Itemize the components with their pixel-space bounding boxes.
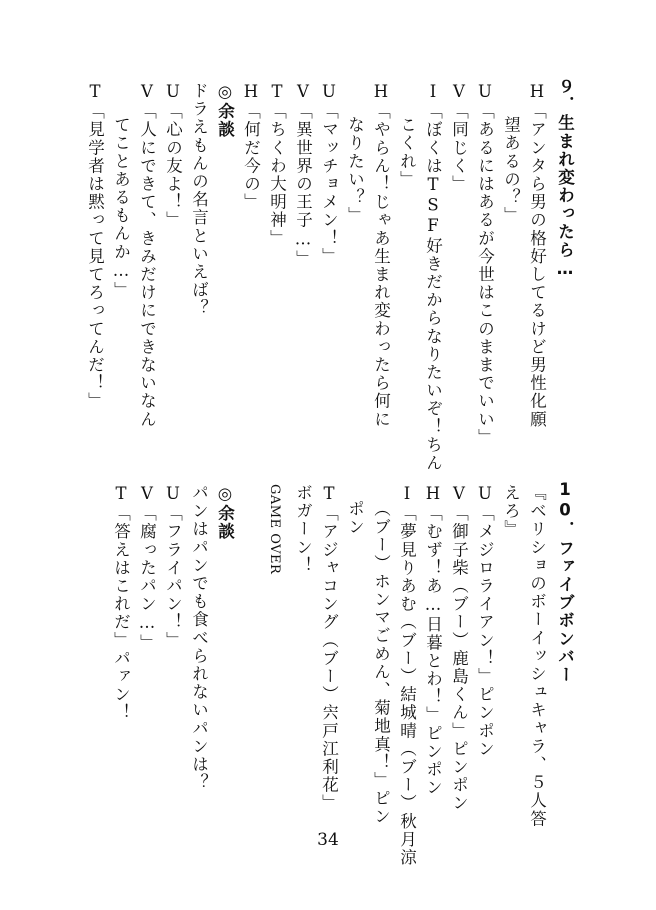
dialogue-line xyxy=(450,484,467,812)
section-heading: 10．ファイブボンバー xyxy=(555,480,575,685)
dialogue-line xyxy=(268,484,281,574)
line-text: 「心の友よ！」 xyxy=(163,102,183,230)
aside-line xyxy=(190,484,207,792)
line-text: 「フライパン！」 xyxy=(163,504,183,650)
line-text: 「何だ今の」 xyxy=(241,102,261,212)
speaker-label: T xyxy=(267,82,287,103)
dialogue-line xyxy=(502,98,519,225)
line-text: なりたい？」 xyxy=(345,98,365,225)
dialogue-line xyxy=(398,98,415,189)
speaker-label: U xyxy=(475,82,495,103)
speaker-label: H xyxy=(371,82,391,103)
dialogue-line xyxy=(372,500,389,826)
line-text: 「マッチョメン！」 xyxy=(319,102,339,266)
speaker-label: I xyxy=(397,484,417,505)
line-text: 「ちくわ大明神」 xyxy=(267,102,287,248)
line-text: こくれ」 xyxy=(397,98,417,189)
dialogue-line xyxy=(346,500,363,536)
line-text: （ブー）ホンマごめん、菊地真！」ピン xyxy=(371,500,391,826)
speaker-label: U xyxy=(475,484,495,505)
dialogue-line xyxy=(398,484,415,867)
aside-heading: ◎余談 xyxy=(215,82,235,139)
speaker-label: U xyxy=(319,82,339,103)
page-number: 34 xyxy=(317,830,339,850)
game-over-text: GAME OVER xyxy=(267,484,282,575)
dialogue-line xyxy=(242,82,259,211)
speaker-label: H xyxy=(423,484,443,505)
aside-line xyxy=(190,82,207,317)
dialogue-line xyxy=(294,82,311,268)
aside-line xyxy=(164,82,181,229)
line-text: パンはパンでも食べられないパンは？ xyxy=(189,484,209,792)
dialogue-line xyxy=(372,82,389,428)
line-text: 「メジロライアン！」ピンポン xyxy=(475,504,495,759)
speaker-label: V xyxy=(449,484,469,505)
line-text: 「同じく」 xyxy=(449,102,469,194)
dialogue-line xyxy=(528,82,545,428)
speaker-label: H xyxy=(241,82,261,103)
speaker-label: U xyxy=(163,82,183,103)
dialogue-line xyxy=(346,98,363,225)
speaker-label: U xyxy=(163,484,183,505)
aside-line xyxy=(86,82,103,410)
line-text: 「むず！あ…日暮とわ！」ピンポン xyxy=(423,504,443,797)
aside-heading: ◎余談 xyxy=(215,484,235,541)
dialogue-line xyxy=(528,484,545,828)
line-text: 「腐ったパン…」 xyxy=(137,504,157,652)
line-text: ドラえもんの名言といえば？ xyxy=(189,82,209,318)
line-text: 「ぼくはTSF好きだからなりたいぞ！ちん xyxy=(423,102,443,473)
dialogue-line xyxy=(476,484,493,758)
line-text: 「人にできて、きみだけにできないなん xyxy=(137,102,157,429)
dialogue-line xyxy=(424,484,441,797)
dialogue-line xyxy=(320,484,337,812)
dialogue-line xyxy=(268,82,285,247)
line-text: ポン xyxy=(345,500,365,537)
speaker-label: T xyxy=(319,484,339,505)
speaker-label: T xyxy=(111,484,131,505)
dialogue-line xyxy=(502,484,519,538)
line-text: 「夢見りあむ（ブー）結城晴（ブー）秋月涼 xyxy=(397,504,417,867)
line-text: てことあるもんか…」 xyxy=(111,98,131,300)
dialogue-line xyxy=(450,82,467,193)
line-text: えろ』 xyxy=(501,484,521,539)
section-heading: ９．生まれ変わったら… xyxy=(555,78,575,280)
aside-line xyxy=(138,484,155,652)
line-text: 望あるの？」 xyxy=(501,98,521,225)
line-text: 「異世界の王子…」 xyxy=(293,102,313,269)
line-text: 「見学者は黙って見てろってんだ！」 xyxy=(85,102,105,411)
aside-line xyxy=(138,82,155,428)
dialogue-line xyxy=(476,82,493,447)
speaker-label: V xyxy=(293,82,313,103)
line-text: ボガーン！ xyxy=(293,484,313,575)
speaker-label: I xyxy=(423,82,443,103)
speaker-label: T xyxy=(85,82,105,103)
line-text: 「やらん！じゃあ生まれ変わったら何に xyxy=(371,102,391,429)
line-text: 「アジャコング（ブー）宍戸江利花」 xyxy=(319,504,339,813)
dialogue-line xyxy=(294,484,311,575)
dialogue-line xyxy=(424,82,441,472)
aside-line xyxy=(164,484,181,649)
aside-line xyxy=(112,98,129,300)
speaker-label: V xyxy=(137,82,157,103)
line-text: 『ベリショのボーイッシュキャラ、５人答 xyxy=(527,484,547,828)
dialogue-line xyxy=(320,82,337,266)
aside-line xyxy=(112,484,129,722)
speaker-label: V xyxy=(449,82,469,103)
speaker-label: V xyxy=(137,484,157,505)
line-text: 「御子柴（ブー）鹿島くん」ピンポン xyxy=(449,504,469,813)
speaker-label: H xyxy=(527,82,547,103)
line-text: 「答えはこれだ」パァン！ xyxy=(111,504,131,722)
line-text: 「アンタら男の格好してるけど男性化願 xyxy=(527,102,547,429)
line-text: 「あるにはあるが今世はこのままでいい」 xyxy=(475,102,495,447)
